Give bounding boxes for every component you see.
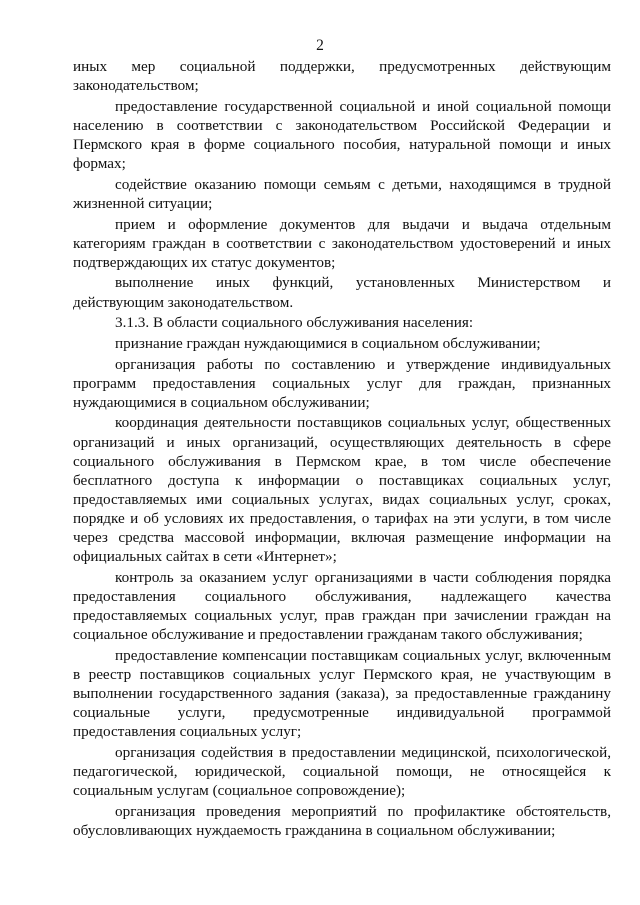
document-body	[73, 57, 611, 840]
paragraph-individual-programs: организация работы по составлению и утверждение индивидуальных программ предоставления социальных услуг для граждан, признанных нуждающимися в социальном обслуживании;	[73, 355, 611, 411]
paragraph-coordination: координация деятельности поставщиков социальных услуг, общественных организаций и иных организаций, осуществляющих деятельность в сфере социального обслуживания в Пермском крае, в том числе обеспечение бесплатного доступа к информации о поставщиках социальных услуг, предоставляемых ими социальных услугах, видах социальных услуг, сроках, порядке и об условиях их предоставления, о тарифах на эти услуги, в том числе через средства массовой информации, включая размещение информации на официальных сайтах в сети «Интернет»;	[73, 414, 611, 566]
paragraph-family-assistance: содействие оказанию помощи семьям с детьми, находящимся в трудной жизненной ситуации;	[73, 175, 611, 212]
paragraph-other-functions: выполнение иных функций, установленных Министерством и действующим законодательством.	[73, 274, 611, 311]
paragraph-social-support-assistance: организация содействия в предоставлении медицинской, психологической, педагогической, юридической, социальной помощи, не относящейся к социальным услугам (социальное сопровождение);	[73, 743, 611, 799]
paragraph-social-support-continuation: иных мер социальной поддержки, предусмотренных действующим законодательством;	[73, 58, 611, 95]
section-heading-3-1-3: 3.1.3. В области социального обслуживания населения:	[115, 314, 474, 332]
paragraph-compensation: предоставление компенсации поставщикам социальных услуг, включенным в реестр поставщиков социальных услуг Пермского края, не участвующим в выполнении государственного задания (заказа), за предоставленные гражданину социальные услуги, предусмотренные индивидуальной программой предоставления социальных услуг;	[73, 646, 611, 741]
page-number: 2	[316, 37, 324, 54]
paragraph-recognition: признание граждан нуждающимися в социальном обслуживании;	[115, 334, 541, 352]
paragraph-control: контроль за оказанием услуг организациями в части соблюдения порядка предоставления социального обслуживания, надлежащего качества предоставляемых социальных услуг, прав граждан при зачислении граждан на социальное обслуживание и предоставлении гражданам такого обслуживания;	[73, 568, 611, 644]
paragraph-social-assistance: предоставление государственной социальной и иной социальной помощи населению в соответствии с законодательством Российской Федерации и Пермского края в форме социального пособия, натуральной помощи и иных формах;	[73, 97, 611, 173]
paragraph-certificates: прием и оформление документов для выдачи и выдача отдельным категориям граждан в соответствии с законодательством удостоверений и иных подтверждающих их статус документов;	[73, 215, 611, 271]
paragraph-prevention: организация проведения мероприятий по профилактике обстоятельств, обусловливающих нуждаемость гражданина в социальном обслуживании;	[73, 802, 611, 839]
